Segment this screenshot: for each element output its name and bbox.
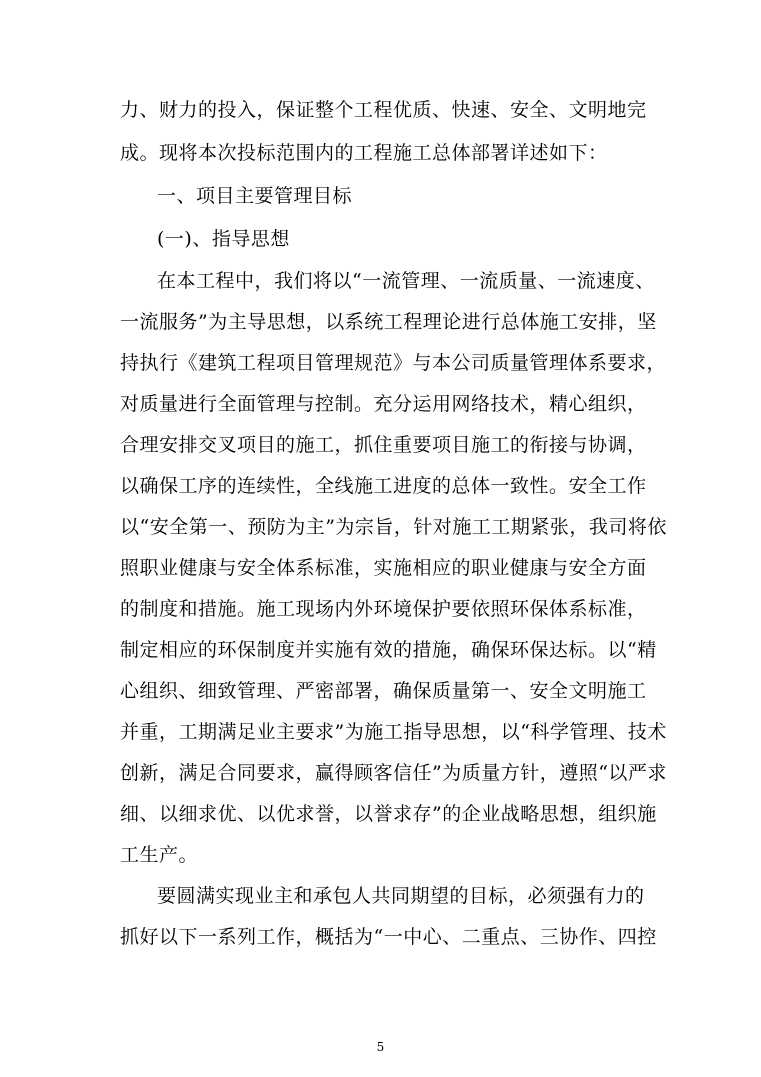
text-line-15: 心组织、细致管理、严密部署，确保质量第一、安全文明施工 [120, 680, 647, 702]
text-line-12: 照职业健康与安全体系标准，实施相应的职业健康与安全方面 [120, 557, 647, 579]
text-line-1: 力、财力的投入，保证整个工程优质、快速、安全、文明地完 [120, 99, 647, 121]
text-line-10: 以确保工序的连续性，全线施工进度的总体一致性。安全工作 [120, 475, 647, 497]
text-line-6: 一流服务”为主导思想，以系统工程理论进行总体施工安排，坚 [120, 311, 657, 333]
subsection-heading: (一)、指导思想 [157, 228, 290, 250]
text-line-18: 细、以细求优、以优求誉，以誉求存”的企业战略思想，组织施 [120, 803, 657, 825]
page-number: 5 [376, 1040, 385, 1054]
text-line-17: 创新，满足合同要求，赢得顾客信任”为质量方针，遵照“以严求 [120, 762, 667, 784]
text-line-20: 要圆满实现业主和承包人共同期望的目标，必须强有力的 [157, 885, 645, 907]
text-line-2: 成。现将本次投标范围内的工程施工总体部署详述如下： [120, 142, 608, 164]
section-heading: 一、项目主要管理目标 [157, 185, 353, 207]
text-line-14: 制定相应的环保制度并实施有效的措施，确保环保达标。以“精 [120, 639, 657, 661]
text-line-19: 工生产。 [120, 844, 199, 866]
text-line-21: 抓好以下一系列工作，概括为“一中心、二重点、三协作、四控 [120, 926, 657, 948]
text-line-11: 以“安全第一、预防为主”为宗旨，针对施工工期紧张，我司将依 [120, 516, 667, 538]
text-line-8: 对质量进行全面管理与控制。充分运用网络技术，精心组织， [120, 393, 647, 415]
text-line-7: 持执行《建筑工程项目管理规范》与本公司质量管理体系要求， [120, 352, 667, 374]
text-line-13: 的制度和措施。施工现场内外环境保护要依照环保体系标准， [120, 598, 647, 620]
text-line-5: 在本工程中，我们将以“一流管理、一流质量、一流速度、 [157, 270, 655, 292]
text-line-9: 合理安排交叉项目的施工，抓住重要项目施工的衔接与协调， [120, 434, 647, 456]
text-line-16: 并重，工期满足业主要求”为施工指导思想，以“科学管理、技术 [120, 721, 667, 743]
